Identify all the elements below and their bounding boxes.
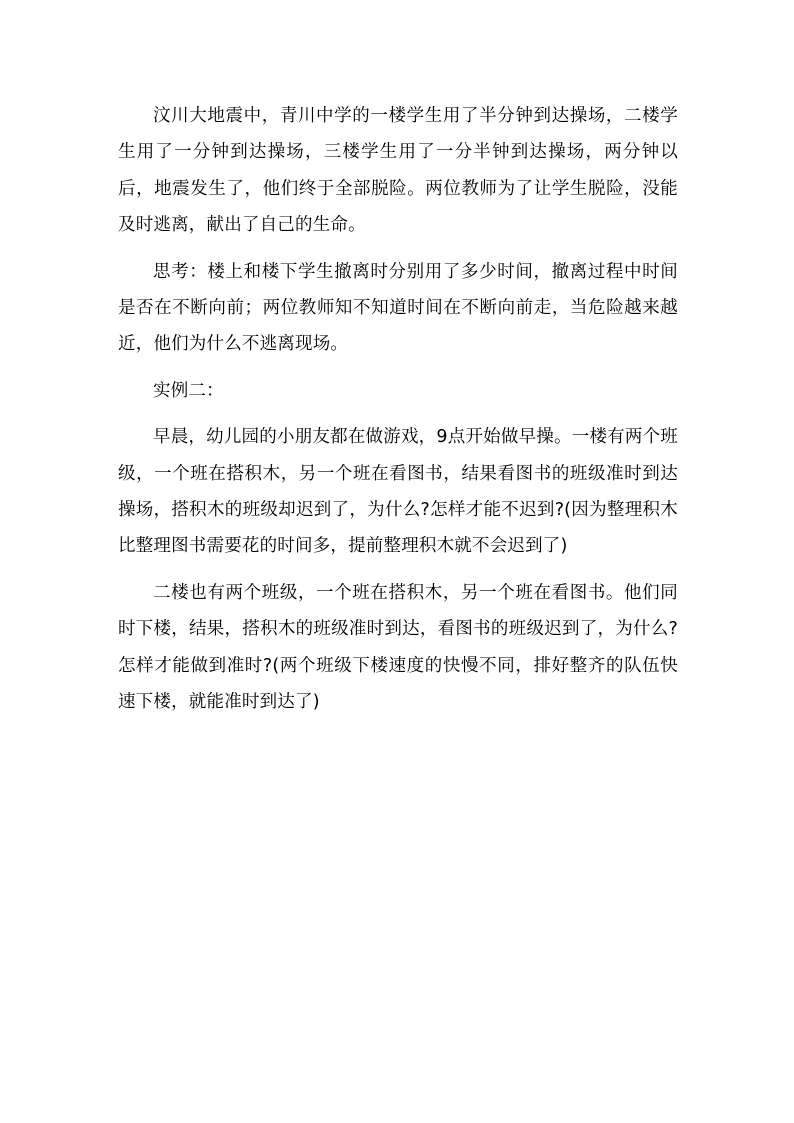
document-body: [118, 98, 678, 731]
paragraph-first-floor-classes: 早晨，幼儿园的小朋友都在做游戏，9点开始做早操。一楼有两个班级，一个班在搭积木，另一个班在看图书，结果看图书的班级准时到达操场，搭积木的班级却迟到了，为什么?怎样才能不迟到?(因为整理积木比整理图书需要花的时间多，提前整理积木就不会迟到了): [118, 427, 678, 557]
paragraph-earthquake-story: 汶川大地震中，青川中学的一楼学生用了半分钟到达操场，二楼学生用了一分钟到达操场，三楼学生用了一分半钟到达操场，两分钟以后，地震发生了，他们终于全部脱险。两位教师为了让学生脱险，没能及时逃离，献出了自己的生命。: [118, 106, 678, 236]
example-two-heading: 实例二：: [153, 380, 224, 401]
paragraph-second-floor-classes: 二楼也有两个班级，一个班在搭积木，另一个班在看图书。他们同时下楼，结果，搭积木的班级准时到达，看图书的班级迟到了，为什么?怎样才能做到准时?(两个班级下楼速度的快慢不同，排好整齐的队伍快速下楼，就能准时到达了): [118, 582, 678, 713]
paragraph-reflection-question: 思考：楼上和楼下学生撤离时分别用了多少时间，撤离过程中时间是否在不断向前；两位教师知不知道时间在不断向前走，当危险越来越近，他们为什么不逃离现场。: [118, 261, 678, 355]
